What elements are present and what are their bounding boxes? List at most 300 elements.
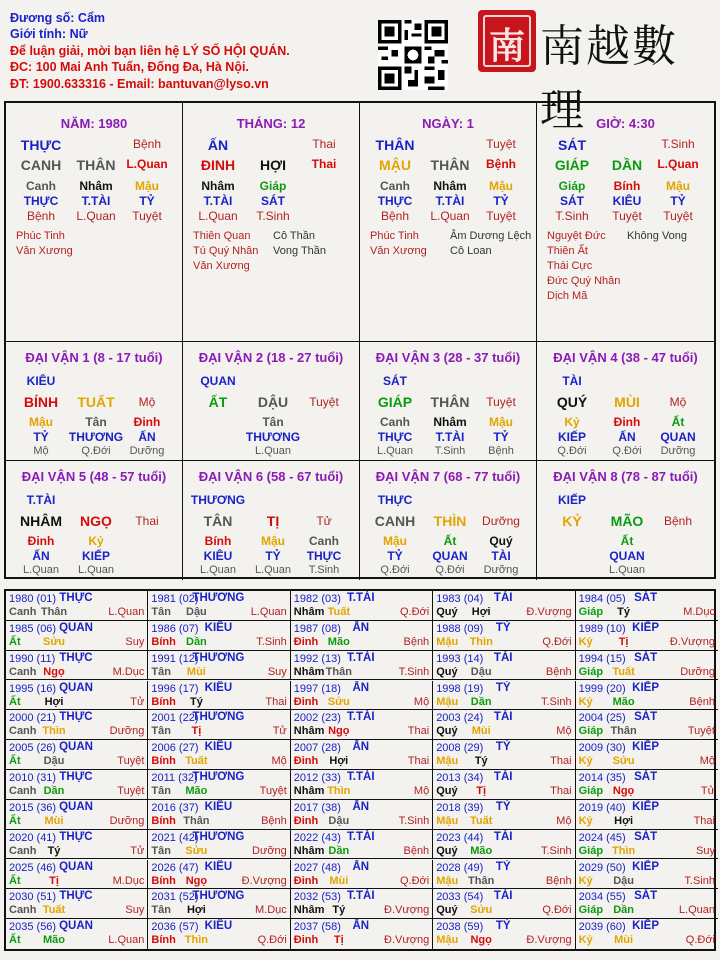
year-label: 2005 (26) [9,742,57,755]
year-branch: Dần [470,695,492,708]
hidden-phase: L.Quan [254,445,292,457]
hidden-stem: Mậu [666,179,690,193]
year-stem: Tân [151,725,171,738]
year-phase: M.Dục [112,665,145,678]
decade-phase: Dưỡng [482,514,520,528]
year-branch: Thìn [611,844,636,857]
hidden-phase: Tuyệt [132,209,162,223]
year-stem: Giáp [578,665,604,678]
hidden-phase: T.Sinh [434,445,466,457]
pillar-branch: DẦN [611,157,643,173]
year-label: 2028 (49) [436,861,484,874]
year-label: 2039 (60) [578,921,626,934]
year-branch: Ngọ [328,725,350,738]
year-branch: Thìn [469,635,493,648]
year-phase: Q.Đới [399,606,430,618]
year-god: THỰC [59,651,93,664]
year-branch: Mùi [471,725,491,738]
year-branch: Mão [612,695,635,708]
decade-god: KIÊU [26,374,56,388]
year-god: TỶ [495,741,511,754]
year-branch: Sửu [612,755,635,768]
year-cell [433,860,575,890]
hidden-stem: Canh [380,179,410,193]
year-god: KIÊU [204,860,233,873]
hidden-phase: L.Quan [76,209,116,223]
year-phase: Suy [125,904,145,917]
year-label: 1983 (04) [436,593,484,605]
stars-list-2 [450,229,531,259]
year-label: 2035 (56) [9,921,57,934]
pillar-cell [6,103,183,342]
hidden-god: SÁT [560,194,584,208]
year-branch: Mão [470,844,493,857]
year-label: 2012 (33) [293,772,341,784]
year-stem: Mậu [436,635,459,648]
year-god: TỶ [495,800,511,813]
star-item: Văn Xương [16,245,73,257]
year-label: 1987 (08) [293,622,341,635]
year-stem: Bính [151,934,176,947]
decade-title: ĐẠI VẬN 2 (18 - 27 tuổi) [198,350,344,365]
year-branch: Tý [189,695,203,708]
hidden-god: THƯƠNG [68,430,124,444]
year-branch: Tý [47,844,61,857]
year-branch: Thìn [184,934,208,947]
year-branch: Hợi [471,606,491,618]
year-branch: Ngọ [470,934,492,947]
pillar-title: THÁNG: 12 [236,116,306,131]
year-god: TỶ [495,621,511,634]
year-god: THỰC [59,830,93,843]
decade-god: TÀI [562,374,582,388]
year-cell [6,681,148,711]
year-cell [148,621,290,651]
year-phase: Dưỡng [252,844,287,857]
star-item: Văn Xương [193,260,250,272]
hidden-god: T.TÀI [435,430,465,444]
year-label: 2029 (50) [578,861,626,874]
year-cell [433,889,575,919]
year-phase: Tử [130,844,145,857]
hidden-god: TÀI [491,549,511,563]
year-god: SÁT [634,592,658,604]
year-stem: Nhâm [293,844,325,857]
year-phase: Đ.Vượng [241,874,287,887]
decade-title: ĐẠI VẬN 8 (78 - 87 tuổi) [553,469,698,484]
hidden-phase: Q.Đới [612,445,642,457]
year-stem: Đinh [293,934,319,947]
year-god: SÁT [634,890,658,903]
hidden-phase: L.Quan [430,209,470,223]
gender: Giới tính: Nữ [10,27,88,42]
pillar-cell [360,103,537,342]
year-label: 2000 (21) [9,712,57,725]
year-cell [433,621,575,651]
subject-name: Đương số: Cẩm [10,11,106,25]
year-label: 2036 (57) [151,921,199,934]
year-god: THỰC [59,771,93,783]
year-stem: Canh [9,725,37,738]
hidden-stem: Canh [26,179,56,193]
year-branch: Thìn [327,785,351,797]
year-stem: Quý [436,904,458,917]
hidden-phase: T.Sinh [308,564,340,576]
year-stem: Bính [151,874,176,887]
year-phase: Bệnh [689,695,715,708]
year-label: 2030 (51) [9,891,57,904]
year-god: ẤN [352,860,370,873]
hidden-stem: Kỷ [564,415,580,429]
decade-stem: KỶ [562,513,582,529]
year-phase: Mộ [271,755,287,768]
hidden-god: SÁT [261,194,285,208]
year-cell [433,651,575,681]
star-item: Cô Thần [273,230,315,242]
year-god: T.TÀI [347,890,375,903]
year-god: KIẾP [632,800,660,813]
hidden-god: KIÊU [612,194,642,208]
year-cell [433,681,575,711]
decade-stem: CANH [374,513,416,529]
decade-cell [183,461,360,580]
year-branch: Sửu [42,635,66,648]
year-label: 2031 (52) [151,891,199,904]
year-cell [291,770,433,800]
year-phase: Bệnh [545,665,572,678]
pillar-title: GIỜ: 4:30 [596,116,655,131]
year-branch: Tuất [185,755,208,768]
year-branch: Ngọ [185,874,208,887]
year-cell [6,919,148,949]
decade-cell [6,342,183,461]
hidden-stem: Canh [309,534,339,548]
year-cell [576,621,718,651]
year-label: 1994 (15) [578,652,626,665]
year-label: 1990 (11) [9,652,56,665]
year-label: 1998 (19) [436,682,484,695]
year-stem: Kỷ [578,635,593,648]
year-phase: L.Quan [678,904,715,917]
stars-list-2 [627,229,687,244]
year-god: SÁT [634,830,658,843]
year-god: THƯƠNG [192,711,245,724]
year-stem: Nhâm [293,904,325,917]
year-label: 2033 (54) [436,891,484,904]
annual-table [4,589,716,951]
year-label: 2027 (48) [293,861,341,874]
pillar-top-phase: Tuyệt [486,137,516,151]
year-god: SÁT [634,711,658,724]
pillar-top-god: THÂN [375,137,415,153]
hidden-stem: Quý [489,534,513,548]
year-branch: Thìn [42,725,66,738]
year-stem: Mậu [436,874,459,887]
decade-cell [183,342,360,461]
year-label: 1985 (06) [9,622,57,635]
hidden-god: THỰC [377,194,413,208]
year-branch: Mão [327,635,350,648]
year-god: KIÊU [204,741,233,754]
year-phase: Mộ [413,695,430,708]
year-cell [148,830,290,860]
hidden-god: TỶ [387,549,403,563]
year-branch: Hợi [44,695,64,708]
year-label: 1982 (03) [293,593,341,605]
year-branch: Dần [328,844,350,857]
year-label: 1981 (02) [151,593,199,605]
pillar-top-phase: T.Sinh [661,137,695,151]
year-branch: Dần [43,785,65,797]
year-stem: Đinh [293,635,319,648]
decade-title: ĐẠI VẬN 5 (48 - 57 tuổi) [21,469,167,484]
year-stem: Canh [9,904,37,917]
year-label: 2020 (41) [9,831,57,844]
year-cell [291,919,433,949]
hidden-stem: Tân [262,415,284,429]
year-stem: Ất [9,755,21,768]
year-label: 2026 (47) [151,861,199,874]
year-god: QUAN [59,621,93,634]
year-god: QUAN [59,800,93,813]
year-god: KIẾP [632,860,660,873]
year-branch: Ngọ [43,665,65,678]
star-item: Âm Dương Lệch [450,230,532,242]
year-stem: Quý [436,785,458,797]
year-cell [576,889,718,919]
year-cell [148,740,290,770]
hidden-god: ẤN [32,549,50,563]
year-god: KIÊU [204,920,233,933]
year-phase: Suy [696,844,715,857]
decade-branch: TUẤT [77,394,115,410]
hidden-stem: Đinh [613,415,641,429]
year-label: 2009 (30) [578,742,626,755]
year-stem: Kỷ [578,874,593,887]
year-cell [291,800,433,830]
year-label: 1991 (12) [151,652,199,665]
year-branch: Sửu [327,695,350,708]
hidden-god: THỰC [23,194,59,208]
year-cell [433,800,575,830]
year-god: KIÊU [204,621,233,634]
year-stem: Canh [9,665,37,678]
year-stem: Kỷ [578,755,593,768]
decade-branch: NGỌ [80,513,112,529]
hidden-god: KIẾP [81,549,111,563]
year-cell [6,889,148,919]
star-item: Nguyệt Đức [547,230,606,242]
pillar-stem: ĐINH [200,157,236,173]
pillar-top-phase: Bệnh [132,137,162,151]
year-cell [148,860,290,890]
year-stem: Canh [9,785,37,797]
year-label: 2016 (37) [151,801,199,814]
hidden-phase: Tuyệt [612,209,642,223]
year-phase: Q.Đới [257,934,287,947]
year-branch: Dần [186,635,207,648]
year-cell [576,860,718,890]
year-branch: Tý [332,904,346,917]
pillar-cell [537,103,714,342]
star-item: Văn Xương [370,245,427,257]
year-phase: L.Quan [108,934,145,947]
year-stem: Đinh [293,814,319,827]
pillar-branch: THÂN [430,157,470,173]
hidden-stem: Mậu [135,179,159,193]
hidden-phase: L.Quan [198,209,238,223]
year-phase: Bệnh [261,814,287,827]
year-phase: Thai [407,725,430,738]
year-cell [576,770,718,800]
decade-god: QUAN [200,374,236,388]
year-stem: Bính [151,635,176,648]
year-cell [148,681,290,711]
year-branch: Tuất [612,665,635,678]
year-stem: Ất [9,874,21,887]
year-label: 2014 (35) [578,772,626,784]
year-label: 1984 (05) [578,593,626,605]
decade-cell [360,461,537,580]
year-god: ẤN [352,681,370,694]
year-stem: Đinh [293,755,319,768]
year-branch: Tị [476,785,487,797]
pillar-stem: CANH [20,157,62,173]
star-item: Thiên Ất [547,245,588,257]
year-phase: Q.Đới [685,934,715,947]
hidden-god: TỶ [493,430,509,444]
hidden-phase: L.Quan [199,564,237,576]
year-cell [6,830,148,860]
year-label: 1999 (20) [578,682,626,695]
year-phase: Thai [265,695,287,708]
hidden-phase: Dưỡng [129,445,165,457]
year-stem: Quý [436,844,458,857]
year-stem: Quý [436,606,458,618]
year-stem: Mậu [436,695,459,708]
year-stem: Giáp [578,606,604,618]
year-god: TÀI [493,771,513,783]
year-phase: Dưỡng [109,725,145,738]
year-stem: Kỷ [578,814,593,827]
year-god: ẤN [352,741,370,754]
year-label: 2002 (23) [293,712,341,725]
year-stem: Tân [151,785,171,797]
year-god: KIÊU [204,800,233,813]
pillar-top-phase: Thai [312,137,336,151]
year-phase: Suy [267,665,287,678]
hidden-god: QUAN [432,549,468,563]
pillar-stem: MẬU [379,157,411,173]
year-stem: Ất [9,934,21,947]
year-stem: Tân [151,904,171,917]
year-phase: Dưỡng [680,665,715,678]
year-stem: Kỷ [578,934,593,947]
hidden-phase: L.Quan [77,564,115,576]
year-cell [291,710,433,740]
year-cell [148,591,290,621]
year-label: 2037 (58) [293,921,341,934]
year-cell [6,770,148,800]
hidden-stem: Mậu [383,534,407,548]
year-label: 1997 (18) [293,682,341,695]
year-branch: Dần [613,904,634,917]
decade-god: THƯƠNG [190,493,246,507]
year-branch: Dậu [186,606,207,618]
year-label: 2019 (40) [578,801,626,814]
hidden-phase: L.Quan [608,564,646,576]
year-label: 2022 (43) [293,831,341,844]
decade-cell [537,461,714,580]
year-god: KIẾP [632,741,660,754]
pillar-top-god: ẤN [207,137,229,153]
year-label: 2004 (25) [578,712,626,725]
hidden-stem: Nhâm [201,179,235,193]
hidden-stem: Mậu [29,415,53,429]
hidden-stem: Mậu [489,179,513,193]
hidden-god: T.TÀI [81,194,111,208]
year-stem: Tân [151,844,171,857]
year-label: 2003 (24) [436,712,484,725]
decade-phase: Thai [135,514,159,528]
decade-stem: NHÂM [20,513,62,529]
year-god: ẤN [352,800,370,813]
year-label: 1993 (14) [436,652,484,665]
hidden-stem: Mậu [489,415,513,429]
year-phase: Q.Đới [399,874,430,887]
year-branch: Tị [333,934,344,947]
year-branch: Mùi [329,874,349,887]
star-item: Cô Loan [450,245,492,257]
year-cell [433,710,575,740]
year-god: ẤN [352,920,370,933]
star-item: Thiên Quan [193,230,251,242]
year-god: QUAN [59,681,93,694]
year-phase: T.Sinh [398,814,430,827]
year-stem: Ất [9,635,21,648]
year-cell [576,710,718,740]
hidden-stem: Nhâm [433,179,467,193]
hidden-god: TỶ [33,430,49,444]
stars-list-2 [273,229,326,259]
year-phase: Tuyệt [117,785,145,797]
year-god: T.TÀI [347,651,375,664]
year-label: 2015 (36) [9,801,57,814]
year-god: T.TÀI [347,711,375,724]
decade-title: ĐẠI VẬN 3 (28 - 37 tuổi) [375,350,521,365]
year-phase: Bệnh [545,874,572,887]
year-stem: Bính [151,814,176,827]
year-stem: Giáp [578,725,604,738]
year-branch: Thân [183,814,210,827]
year-branch: Sửu [470,904,493,917]
year-cell [576,651,718,681]
year-phase: Tử [130,695,145,708]
year-branch: Tý [474,755,488,768]
decade-phase: Tử [316,514,332,528]
hidden-stem: Ất [620,534,634,548]
year-stem: Giáp [578,904,604,917]
hidden-stem: Nhâm [79,179,113,193]
year-stem: Nhâm [293,785,325,797]
hidden-stem: Đinh [27,534,55,548]
year-cell [433,740,575,770]
hidden-god: THỰC [377,430,413,444]
decade-stem: TÂN [203,513,233,529]
year-cell [291,621,433,651]
hidden-god: T.TÀI [203,194,233,208]
year-cell [6,591,148,621]
